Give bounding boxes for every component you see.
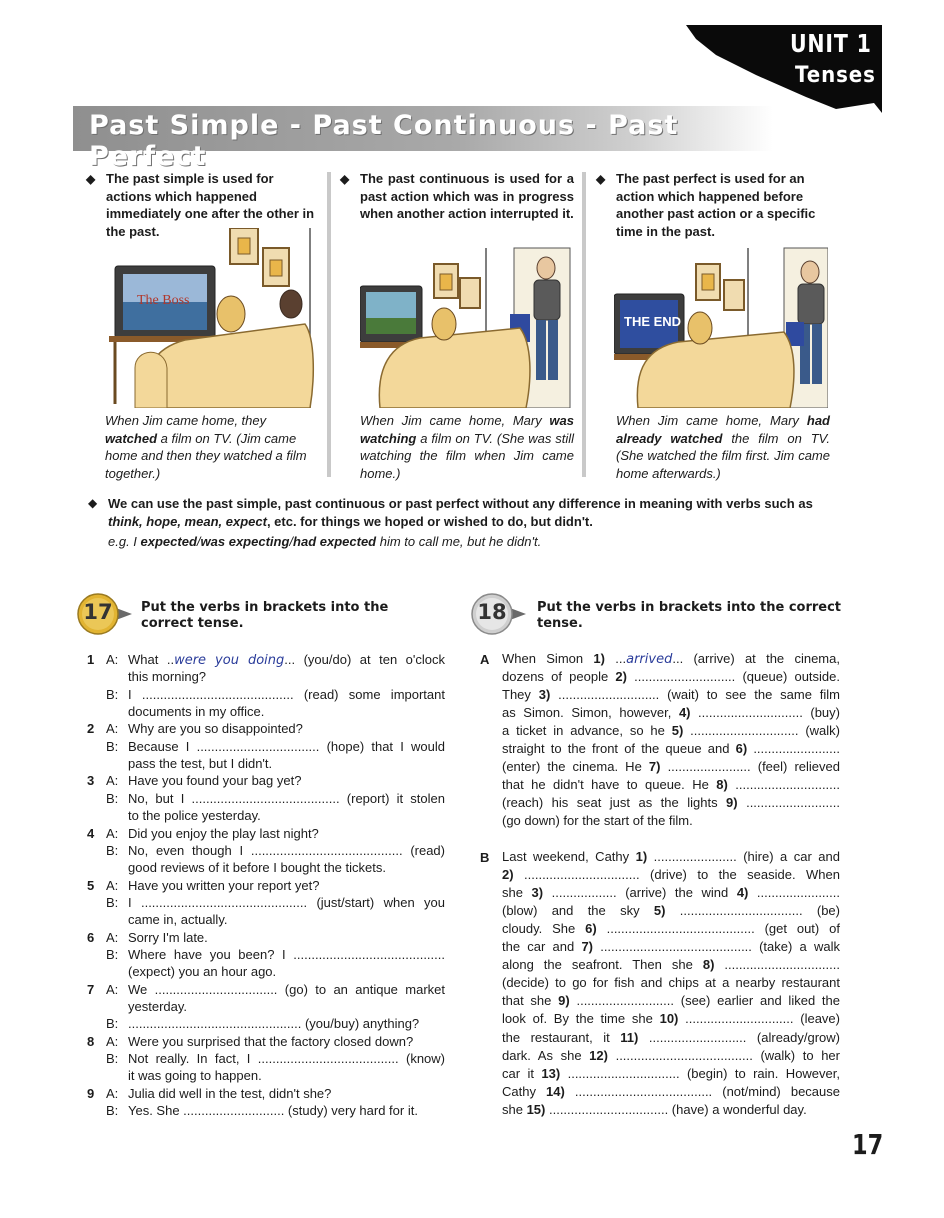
exercise-line	[502, 813, 840, 828]
gap-number: 9)	[726, 795, 738, 811]
gap-number: 12)	[589, 1047, 608, 1063]
exercise-line	[128, 1068, 445, 1083]
item-number: 1	[87, 652, 95, 667]
exercise-line	[502, 795, 840, 810]
exercise-line	[128, 756, 445, 771]
gap-number: 11)	[620, 1029, 639, 1045]
exercise-line	[502, 777, 840, 792]
line-text: as Simon. Simon, however,	[502, 705, 679, 721]
exercise-line	[128, 1051, 445, 1066]
line-text: Have you found your bag yet?	[128, 773, 302, 789]
line-text: I .............................................. (just/start) when you	[128, 894, 445, 910]
line-text: .............................. (walk)	[683, 723, 840, 739]
item-number: 8	[87, 1033, 95, 1049]
exercise-line	[128, 669, 445, 684]
exercise-line	[128, 947, 445, 962]
item-number: 4	[87, 825, 95, 841]
line-text: ... (arrive) at the cinema,	[672, 651, 840, 666]
exercise-line	[502, 849, 840, 864]
line-text: cloudy. She	[502, 921, 586, 937]
line-text: .......................	[748, 885, 840, 901]
line-text: I .......................................... (read) some important	[128, 686, 445, 702]
line-text: Sorry I'm late.	[128, 929, 208, 945]
title-banner	[73, 106, 773, 172]
exercise-line	[128, 999, 445, 1014]
exercise-line	[502, 1084, 840, 1099]
gap-number: 5)	[653, 903, 666, 919]
diamond-bullet-icon: ◆	[86, 172, 96, 186]
rule-past-continuous	[340, 170, 574, 223]
line-text: along the seafront. Then she	[502, 957, 703, 973]
exercise-line	[128, 704, 445, 719]
item-number: 3	[87, 773, 95, 789]
line-text: Why are you so disappointed?	[128, 721, 303, 737]
exercise-line	[128, 895, 445, 910]
line-text: (decide) to go for fish and chips at a nearby restaurant	[502, 975, 840, 991]
exercise-line	[128, 652, 445, 668]
line-text: ................................ (drive) to the seaside. When	[513, 867, 840, 883]
line-text: to the police yesterday.	[128, 808, 261, 824]
line-text: ............................ (wait) to see the same film	[550, 687, 840, 703]
speaker-label: A:	[106, 721, 119, 737]
gap-number: 5)	[671, 723, 684, 739]
line-text: ....................... (hire) a car and	[647, 849, 840, 864]
tv-screen-text: The Boss	[137, 293, 190, 308]
line-text: .................................. (be)	[665, 903, 840, 919]
line-text: Where have you been? I ..........................................	[128, 946, 445, 962]
speaker-label: A:	[106, 773, 119, 789]
line-text: dark. As she	[502, 1047, 590, 1063]
speaker-label: B:	[106, 842, 119, 858]
diamond-bullet-icon: ◆	[596, 172, 606, 186]
exercise-line	[502, 759, 840, 774]
line-text: she	[502, 885, 532, 901]
gap-number: 3)	[538, 687, 551, 703]
column-divider	[582, 172, 586, 477]
line-text: documents in my office.	[128, 704, 265, 720]
usage-note: We can use the past simple, past continuous or past perfect without any difference in meaning with verbs such as think, hope, mean, expect, etc. for things we hoped or wished to do, but didn't.	[108, 496, 813, 529]
line-text: the car and	[502, 939, 582, 955]
gap-number: 6)	[735, 741, 748, 757]
line-text: ........................... (see) earlier and liked the	[569, 993, 840, 1009]
section-letter: B	[480, 850, 490, 865]
illustration-past-continuous	[360, 228, 572, 408]
line-text: dozens of people	[502, 669, 616, 685]
line-text: straight to the front of the queue and	[502, 741, 736, 757]
speaker-label: B:	[106, 894, 119, 910]
exercise-line	[502, 867, 840, 882]
gap-number: 7)	[648, 759, 661, 775]
line-text: look of. By the time she	[502, 1011, 660, 1027]
exercise-line	[502, 1102, 840, 1117]
speaker-label: A:	[106, 1033, 119, 1049]
exercise-line	[502, 687, 840, 702]
exercise-line	[502, 723, 840, 738]
line-text: .................. (arrive) the wind	[543, 885, 737, 901]
line-text: Julia did well in the test, didn't she?	[128, 1085, 332, 1101]
item-number: 6	[87, 929, 95, 945]
line-text: came in, actually.	[128, 912, 228, 928]
exercise-line	[128, 878, 445, 893]
exercise-line	[128, 930, 445, 945]
exercise-line	[502, 975, 840, 990]
exercise-line	[128, 773, 445, 788]
page-title: Past Simple - Past Continuous - Past Perfect	[89, 110, 679, 172]
gap-number: 13)	[541, 1065, 561, 1081]
exercise-line	[502, 1048, 840, 1063]
exercise-line	[502, 705, 840, 720]
line-text: good reviews of it before I bought the tickets.	[128, 860, 386, 876]
exercise-line	[502, 651, 840, 667]
line-text: the restaurant, it	[502, 1029, 621, 1045]
rule-text: The past simple is used for actions which happened immediately one after the other in the past.	[106, 171, 315, 239]
unit-topic: Tenses	[795, 63, 876, 88]
handwritten-answer: arrived	[626, 652, 673, 667]
line-text: ........................... (already/grow)	[638, 1029, 840, 1045]
exercise-line	[128, 912, 445, 927]
section-letter: A	[480, 652, 490, 667]
exercise-line	[128, 843, 445, 858]
line-text: (blow) and the sky	[502, 903, 654, 919]
gap-number: 15)	[526, 1101, 546, 1117]
exercise-badge	[76, 592, 134, 636]
exercise-line	[502, 741, 840, 756]
speaker-label: B:	[106, 686, 119, 702]
caption-past-continuous: When Jim came home, Mary was watching a film on TV. (She was still watching the film when Jim came home.)	[360, 413, 574, 481]
line-text: it was going to happen.	[128, 1068, 262, 1084]
gap-number: 4)	[678, 705, 691, 721]
line-text: that she	[502, 993, 559, 1009]
line-text: Last weekend, Cathy	[502, 849, 636, 864]
line-text: ..........................	[737, 795, 840, 811]
line-text: ........................	[747, 741, 840, 757]
line-text: (reach) his seat just as the lights	[502, 795, 727, 811]
exercise-line	[128, 860, 445, 875]
exercise-line	[128, 791, 445, 806]
diamond-bullet-icon: ◆	[88, 496, 98, 510]
speaker-label: A:	[106, 652, 119, 667]
line-text: Were you surprised that the factory closed down?	[128, 1033, 414, 1049]
gap-number: 8)	[716, 777, 728, 793]
gap-number: 2)	[615, 669, 627, 685]
line-text: We .................................. (go) to an antique market	[128, 981, 445, 997]
line-text: Did you enjoy the play last night?	[128, 825, 319, 841]
line-text: .............................	[727, 777, 841, 793]
line-text: car it	[502, 1065, 542, 1081]
line-text: (expect) you an hour ago.	[128, 964, 277, 980]
line-text: No, but I ......................................... (report) it stolen	[128, 790, 445, 806]
line-text: Because I .................................. (hope) that I would	[128, 738, 445, 754]
line-text: pass the test, but I didn't.	[128, 756, 273, 772]
line-text: this morning?	[128, 669, 207, 685]
line-text: ....................... (feel) relieved	[660, 759, 840, 775]
line-text: a ticket in advance, so he	[502, 723, 672, 739]
illustration-past-simple	[105, 228, 317, 408]
speaker-label: B:	[106, 1051, 119, 1067]
caption-past-simple: When Jim came home, they watched a film on TV. (Jim came home and then they watched a film together.)	[105, 413, 307, 481]
exercise-line	[502, 1066, 840, 1081]
column-divider	[327, 172, 331, 477]
gap-number: 2)	[502, 867, 514, 883]
exercise-line	[128, 1086, 445, 1101]
line-text: that he didn't have to queue. He	[502, 777, 717, 793]
speaker-label: B:	[106, 1016, 119, 1032]
line-text: No, even though I .......................................... (read)	[128, 842, 445, 858]
line-text: ... (you/do) at ten o'clock	[284, 652, 445, 667]
gap-number: 8)	[702, 957, 715, 973]
line-text: ............................. (buy)	[690, 705, 840, 721]
gap-number: 9)	[558, 993, 570, 1009]
page-number: 17	[852, 1128, 884, 1161]
gap-number: 1)	[635, 849, 648, 864]
line-text: .............................. (leave)	[678, 1011, 840, 1027]
exercise-line	[502, 939, 840, 954]
exercise-line	[502, 993, 840, 1008]
exercise-line	[128, 982, 445, 997]
line-text: ............................... (begin) to rain. However,	[560, 1065, 840, 1081]
handwritten-answer: were you doing	[174, 653, 285, 668]
tv-screen-text: THE END	[624, 314, 682, 329]
speaker-label: B:	[106, 946, 119, 962]
line-text: ...................................... (not/mind) because	[564, 1083, 840, 1099]
illustration-past-perfect	[614, 228, 828, 408]
exercise-line	[502, 669, 840, 684]
caption-past-perfect: When Jim came home, Mary had already watched the film on TV. (She watched the film first. Jim came home afterwards.)	[616, 413, 830, 481]
speaker-label: B:	[106, 1103, 119, 1119]
line-text: (go down) for the start of the film.	[502, 813, 693, 829]
item-number: 7	[87, 981, 95, 997]
speaker-label: A:	[106, 981, 119, 997]
line-text: ...	[604, 651, 627, 666]
exercise-line	[128, 808, 445, 823]
exercise-line	[502, 957, 840, 972]
exercise-line	[128, 964, 445, 979]
exercise-line	[128, 721, 445, 736]
line-text: ................................................ (you/buy) anything?	[128, 1016, 420, 1032]
exercise-line	[128, 1103, 445, 1118]
exercise-number: 17	[83, 600, 113, 624]
exercise-line	[128, 1016, 445, 1031]
line-text: yesterday.	[128, 999, 188, 1014]
line-text: ......................................... (get out) of	[596, 921, 840, 937]
speaker-label: A:	[106, 877, 119, 893]
exercise-line	[502, 885, 840, 900]
line-text: Have you written your report yet?	[128, 877, 320, 893]
line-text: she	[502, 1101, 527, 1117]
exercise-number: 18	[477, 600, 507, 624]
line-text: They	[502, 687, 539, 703]
item-number: 2	[87, 721, 95, 737]
unit-label: UNIT 1	[790, 29, 872, 58]
line-text: ................................. (have) a wonderful day.	[545, 1101, 807, 1117]
exercise-line	[502, 1030, 840, 1045]
line-text: When Simon	[502, 651, 594, 666]
rule-text: The past continuous is used for a past action which was in progress when another action interrupted it.	[360, 171, 574, 221]
line-text: ................................	[714, 957, 840, 973]
gap-number: 14)	[546, 1083, 565, 1099]
gap-number: 4)	[736, 885, 749, 901]
exercise-instruction: Put the verbs in brackets into the correct tense.	[141, 600, 389, 631]
gap-number: 6)	[585, 921, 597, 937]
rule-text: The past perfect is used for an action which happened before another past action or a specific time in the past.	[616, 171, 816, 239]
exercise-badge	[470, 592, 528, 636]
line-text: ...................................... (walk) to her	[607, 1047, 840, 1063]
exercise-line	[128, 826, 445, 841]
speaker-label: A:	[106, 825, 119, 841]
exercise-line	[502, 1011, 840, 1026]
item-number: 5	[87, 877, 95, 893]
line-text: What ..	[128, 652, 175, 667]
line-text: .......................................... (take) a walk	[593, 939, 840, 955]
exercise-line	[502, 903, 840, 918]
gap-number: 7)	[581, 939, 593, 955]
exercise-line	[128, 1034, 445, 1049]
line-text: Yes. She ............................ (study) very hard for it.	[128, 1103, 418, 1119]
exercise-line	[128, 687, 445, 702]
diamond-bullet-icon: ◆	[340, 172, 350, 186]
speaker-label: B:	[106, 790, 119, 806]
exercise-line	[128, 739, 445, 754]
unit-tab	[686, 25, 882, 115]
item-number: 9	[87, 1085, 95, 1101]
speaker-label: B:	[106, 738, 119, 754]
exercise-line	[502, 921, 840, 936]
speaker-label: A:	[106, 1085, 119, 1101]
gap-number: 10)	[659, 1011, 679, 1027]
gap-number: 1)	[593, 651, 605, 666]
speaker-label: A:	[106, 929, 119, 945]
line-text: ............................ (queue) outside.	[626, 669, 841, 685]
line-text: Cathy	[502, 1083, 547, 1099]
gap-number: 3)	[531, 885, 544, 901]
exercise-instruction: Put the verbs in brackets into the correct tense.	[537, 600, 842, 631]
usage-example: e.g. I expected/was expecting/had expected him to call me, but he didn't.	[108, 534, 542, 549]
line-text: Not really. In fact, I ....................................... (know)	[128, 1051, 445, 1067]
line-text: (enter) the cinema. He	[502, 759, 649, 775]
